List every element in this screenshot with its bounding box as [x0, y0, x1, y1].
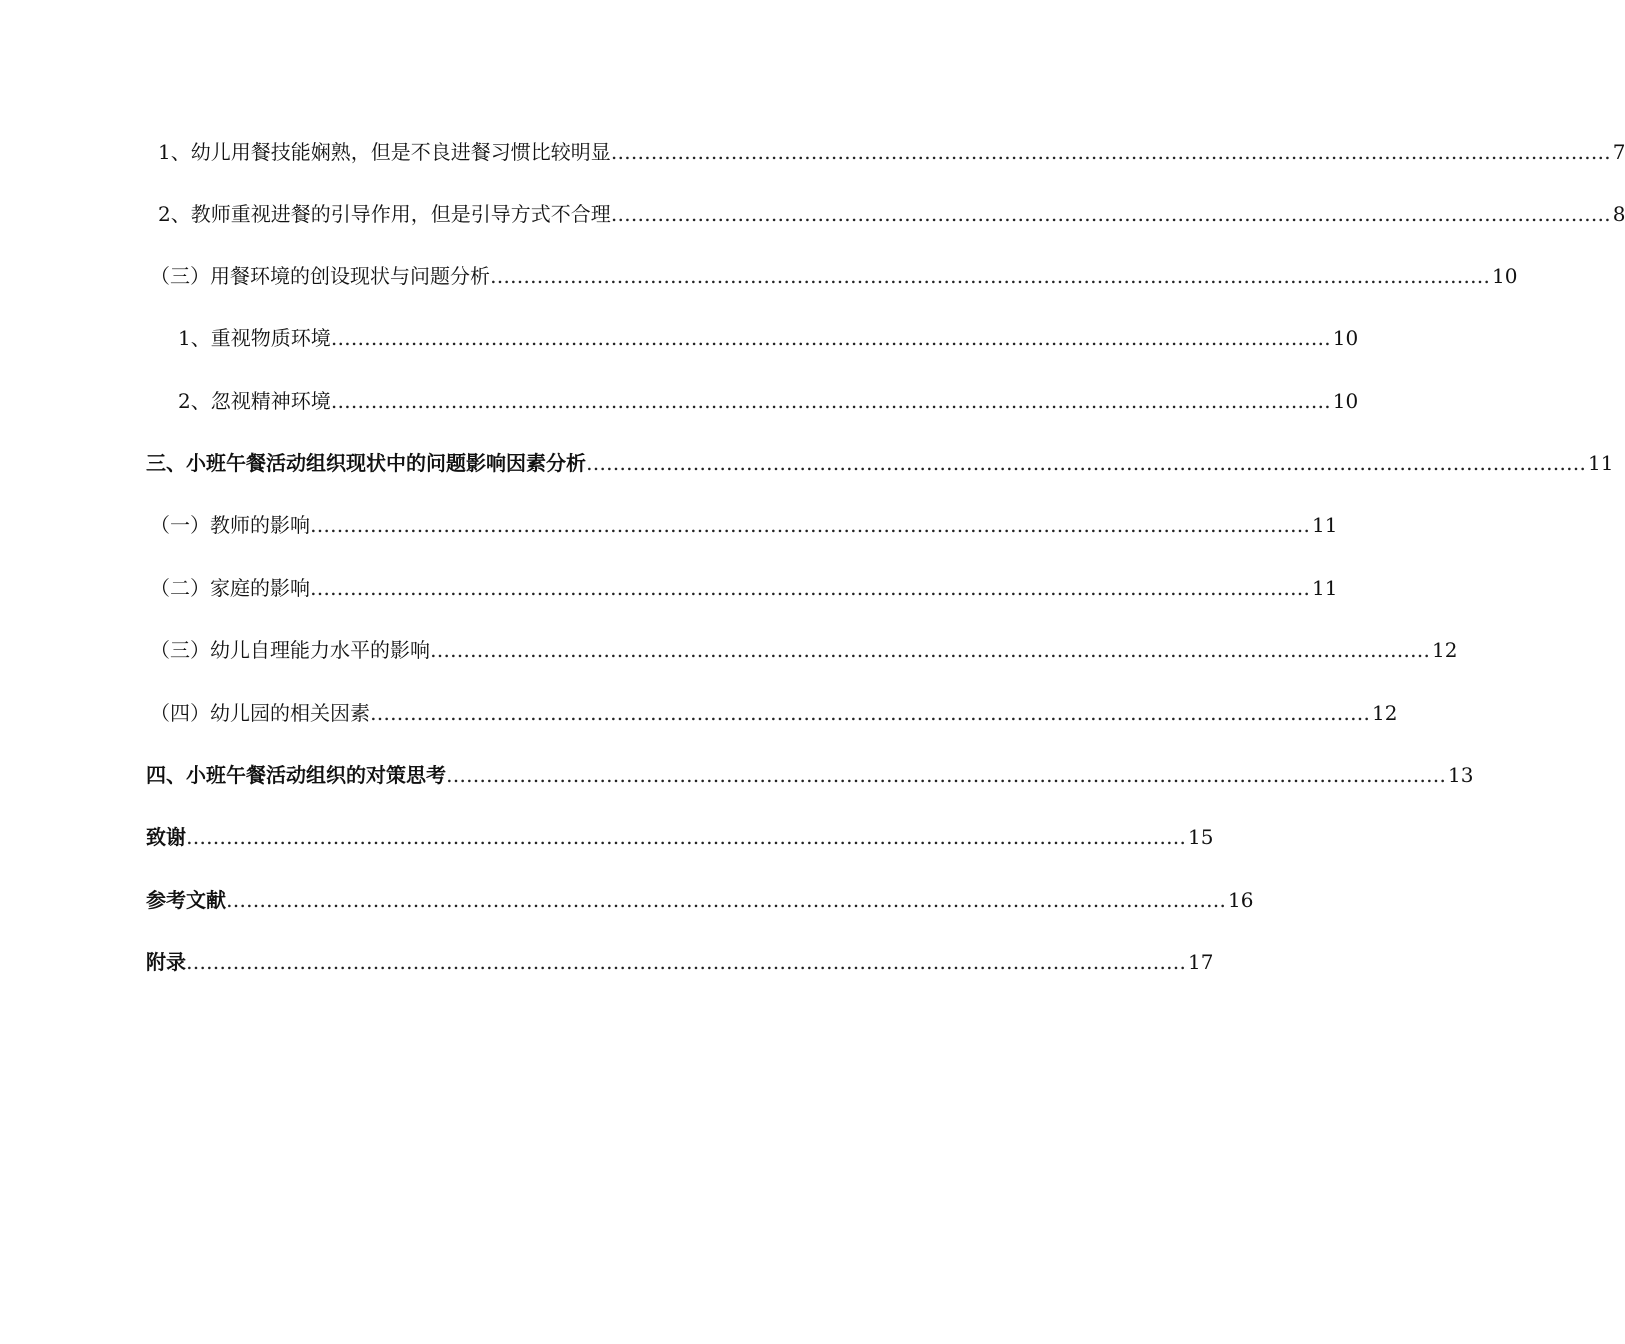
toc-dot-leader: …………………………………………………………………………………………………………………………………… — [610, 202, 1611, 226]
toc-entry[interactable] — [146, 447, 1614, 479]
toc-page-number: 12 — [1372, 701, 1398, 725]
toc-entry[interactable] — [150, 260, 1518, 292]
toc-page-number: 13 — [1448, 763, 1474, 787]
toc-entry[interactable] — [146, 759, 1474, 791]
toc-entry[interactable] — [158, 198, 1625, 230]
toc-entry-title: 1、重视物质环境 — [178, 326, 331, 350]
toc-dot-leader: …………………………………………………………………………………………………………………………………… — [446, 763, 1446, 787]
toc-entry-title: （四）幼儿园的相关因素 — [150, 701, 370, 725]
toc-entry-title: 四、小班午餐活动组织的对策思考 — [146, 763, 446, 787]
toc-entry-title: （二）家庭的影响 — [150, 576, 310, 600]
toc-entry-title: （三）幼儿自理能力水平的影响 — [150, 638, 430, 662]
toc-page-number: 10 — [1332, 326, 1359, 350]
toc-entry[interactable] — [146, 946, 1214, 978]
toc-entry[interactable] — [178, 322, 1359, 354]
toc-entry[interactable] — [150, 634, 1458, 666]
toc-entry[interactable] — [150, 572, 1338, 604]
toc-dot-leader: …………………………………………………………………………………………………………………………………… — [310, 576, 1310, 600]
toc-dot-leader: …………………………………………………………………………………………………………………………………… — [586, 451, 1586, 475]
toc-page-number: 7 — [1612, 140, 1625, 164]
toc-dot-leader: …………………………………………………………………………………………………………………………………… — [610, 140, 1611, 164]
toc-page-number: 8 — [1612, 202, 1625, 226]
toc-dot-leader: …………………………………………………………………………………………………………………………………… — [330, 389, 1331, 413]
toc-page-number: 12 — [1432, 638, 1458, 662]
toc-entry-title: 1、幼儿用餐技能娴熟，但是不良进餐习惯比较明显 — [158, 140, 611, 164]
toc-dot-leader: …………………………………………………………………………………………………………………………………… — [186, 950, 1186, 974]
toc-entry-title: （一）教师的影响 — [150, 513, 310, 537]
toc-entry-title: 2、教师重视进餐的引导作用，但是引导方式不合理 — [158, 202, 611, 226]
toc-dot-leader: …………………………………………………………………………………………………………………………………… — [186, 825, 1186, 849]
toc-dot-leader: …………………………………………………………………………………………………………………………………… — [226, 888, 1226, 912]
toc-page-number: 10 — [1492, 264, 1518, 288]
toc-dot-leader: …………………………………………………………………………………………………………………………………… — [370, 701, 1370, 725]
toc-entry[interactable] — [146, 884, 1254, 916]
toc-entry-title: 附录 — [146, 950, 186, 974]
toc-page-number: 11 — [1312, 576, 1338, 600]
toc-entry-title: 参考文献 — [146, 888, 226, 912]
toc-page-number: 16 — [1228, 888, 1254, 912]
toc-entry-title: 致谢 — [146, 825, 186, 849]
toc-dot-leader: …………………………………………………………………………………………………………………………………… — [490, 264, 1490, 288]
toc-entry[interactable] — [150, 697, 1398, 729]
toc-entry-title: 三、小班午餐活动组织现状中的问题影响因素分析 — [146, 451, 586, 475]
toc-page-number: 15 — [1188, 825, 1214, 849]
toc-page-number: 10 — [1332, 389, 1359, 413]
toc-entry-title: （三）用餐环境的创设现状与问题分析 — [150, 264, 490, 288]
toc-entry[interactable] — [150, 509, 1338, 541]
toc-entry[interactable] — [158, 136, 1625, 168]
toc-page-number: 11 — [1312, 513, 1338, 537]
toc-entry-title: 2、忽视精神环境 — [178, 389, 331, 413]
toc-page-number: 17 — [1188, 950, 1214, 974]
toc-dot-leader: …………………………………………………………………………………………………………………………………… — [430, 638, 1430, 662]
toc-dot-leader: …………………………………………………………………………………………………………………………………… — [310, 513, 1310, 537]
toc-entry[interactable] — [146, 821, 1214, 853]
toc-page-number: 11 — [1588, 451, 1614, 475]
toc-entry[interactable] — [178, 385, 1359, 417]
toc-dot-leader: …………………………………………………………………………………………………………………………………… — [330, 326, 1331, 350]
